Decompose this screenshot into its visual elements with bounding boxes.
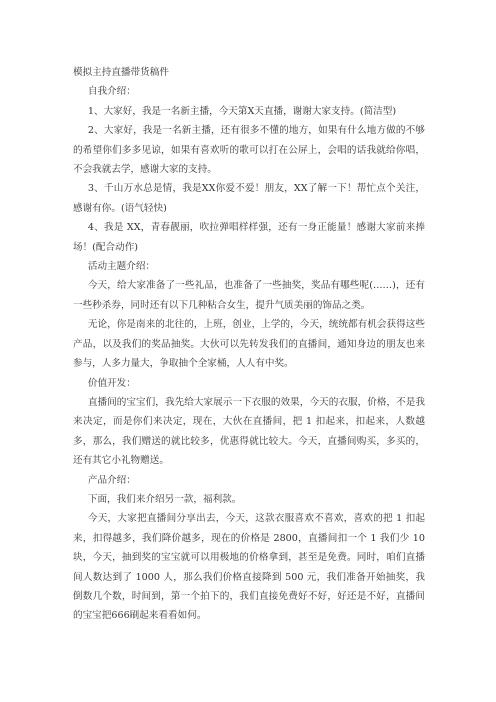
document-body <box>73 63 425 626</box>
product-paragraph-2: 今天，大家把直播间分享出去，今天，这款衣服喜欢不喜欢，喜欢的把 1 扣起来，扣得越多，我们降价越多，现在的价格是 2800，直播间扣一个 1 我们少 10 块，今天，抽到奖的宝宝就可以用极地的价格拿到，甚至是免费。同时，咱们直播间人数达到了 1000 人，那么我们价格直接降到 500 元，我们准备开始抽奖，我倒数几个数，时间到，第一个拍下的，我们直接免费好不好，好还是不好，直播间的宝宝把666刷起来看看如何。 <box>73 513 425 622</box>
activity-paragraph-2: 无论，你是南来的北往的，上班，创业，上学的，今天，统统都有机会获得这些产品，以及我们的奖品抽奖。大伙可以先转发我们的直播间，通知身边的朋友也来参与，人多力量大，争取抽个全家桶，人人有中奖。 <box>73 319 425 370</box>
section-heading-value: 价值开发： <box>87 377 136 389</box>
intro-option-4: 4、我是 XX，青春靓丽，吹拉弹唱样样强，还有一身正能量！感谢大家前来捧场！(配合动作) <box>73 222 425 253</box>
product-paragraph-1: 下面，我们来介绍另一款，福利款。 <box>87 493 242 505</box>
section-heading-product: 产品介绍： <box>87 474 136 486</box>
intro-option-2: 2、大家好，我是一名新主播，还有很多不懂的地方，如果有什么地方做的不够的希望你们多多见谅，如果有喜欢听的歌可以打在公屏上，会唱的话我就给你唱，不会我就去学，感谢大家的支持。 <box>73 125 425 176</box>
intro-option-3: 3、千山万水总是情，我是XX你爱不爱！朋友，XX了解一下！帮忙点个关注，感谢有你。(语气轻快) <box>73 183 425 214</box>
activity-paragraph-1: 今天，给大家准备了一些礼品，也准备了一些抽奖，奖品有哪些呢(……)，还有一些秒杀券，同时还有以下几种粘合女生，提升气质美丽的饰品之类。 <box>73 280 425 311</box>
section-heading-activity-theme: 活动主题介绍： <box>87 261 156 273</box>
document-title: 模拟主持直播带货稿件 <box>73 67 169 78</box>
intro-option-1: 1、大家好，我是一名新主播，今天第X天直播，谢谢大家支持。(简洁型) <box>87 105 397 117</box>
section-heading-self-intro: 自我介绍： <box>87 86 136 98</box>
value-paragraph: 直播间的宝宝们，我先给大家展示一下衣服的效果，今天的衣服，价格，不是我来决定，而是你们来决定，现在，大伙在直播间，把 1 扣起来，扣起来，人数越多，那么，我们赠送的就比较多，优惠得就比较大。今天，直播间购买，多买的，还有其它小礼物赠送。 <box>73 396 425 467</box>
